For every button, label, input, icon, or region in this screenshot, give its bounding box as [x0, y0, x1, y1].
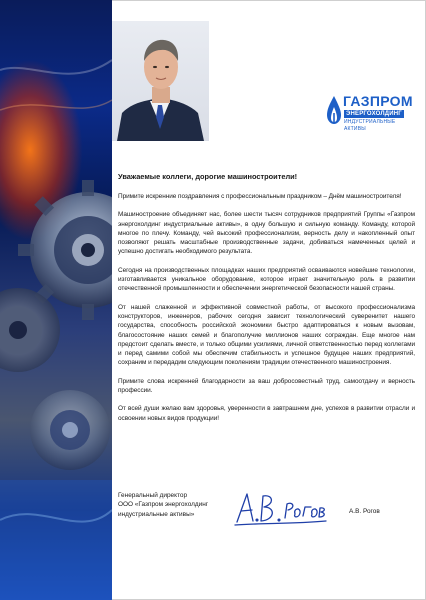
logo-subtitle-1: ЭНЕРГОХОЛДИНГ: [346, 111, 402, 117]
letter-body: [118, 172, 415, 432]
logo-subtitle-2: ИНДУСТРИАЛЬНЫЕ АКТИВЫ: [344, 119, 396, 132]
paragraph-gratitude: Примите слова искренней благодарности за ваш добросовестный труд, самоотдачу и верность профессии.: [118, 377, 415, 395]
position-line: индустриальные активы»: [118, 510, 195, 518]
paragraph-technology: Сегодня на производственных площадках наших предприятий осваиваются новейшие технологии, изготавливается уникальное оборудование, которое играет значительную роль в развитии отечественной промышленности и обеспечении энергетической безопасности нашей страны.: [118, 266, 415, 293]
signatory-name: А.В. Рогов: [349, 508, 380, 515]
company-logo: [326, 93, 418, 133]
flame-icon: [326, 95, 342, 125]
paragraph-congratulation: Примите искренние поздравления с профессиональным праздником – Днём машиностроителя!: [118, 193, 402, 200]
director-portrait: [112, 21, 209, 141]
logo-brand: ГАЗПРОМ: [343, 93, 413, 109]
paragraph-sovereignty: От нашей слаженной и эффективной совместной работы, от высокого профессионализма конструкторов, инженеров, рабочих сегодня зависит технологический суверенитет нашего государства, способность российской экономики быстро адаптироваться к новым вызовам, благосостояние наших семей и благополучие миллионов наших сограждан. Еще многое нам предстоит сделать вместе, и только общими усилиями, личной ответственностью перед коллегами и перед самими собой мы обеспечим стабильность и успешное будущее наших предприятий, сохраним и передадим следующим поколениям традиции отечественного машиностроения.: [118, 303, 415, 367]
decorative-gears-panel: [0, 0, 112, 600]
paragraph-wishes: От всей души желаю вам здоровья, уверенности в завтрашнем дне, успехов в развитии отрасли и освоении новых видов продукции!: [118, 405, 415, 422]
gears-illustration: [0, 0, 112, 600]
position-line: Генеральный директор: [118, 492, 188, 499]
handwritten-signature: [233, 488, 328, 528]
position-line: ООО «Газпром энергохолдинг: [118, 501, 209, 509]
letter-greeting: Уважаемые коллеги, дорогие машиностроители!: [118, 172, 298, 181]
paragraph-team: Машиностроение объединяет нас, более шести тысяч сотрудников предприятий Группы «Газпром энергохолдинг индустриальные активы», в одну большую и сильную команду. Команду, которой многое по плечу. Команду, чей высокий профессионализм, верность делу и накопленный опыт позволяют решать масштабные производственные задачи, добиваться намеченных целей и успешно достигать необходимого результата.: [118, 211, 415, 256]
signatory-position: [118, 491, 238, 519]
